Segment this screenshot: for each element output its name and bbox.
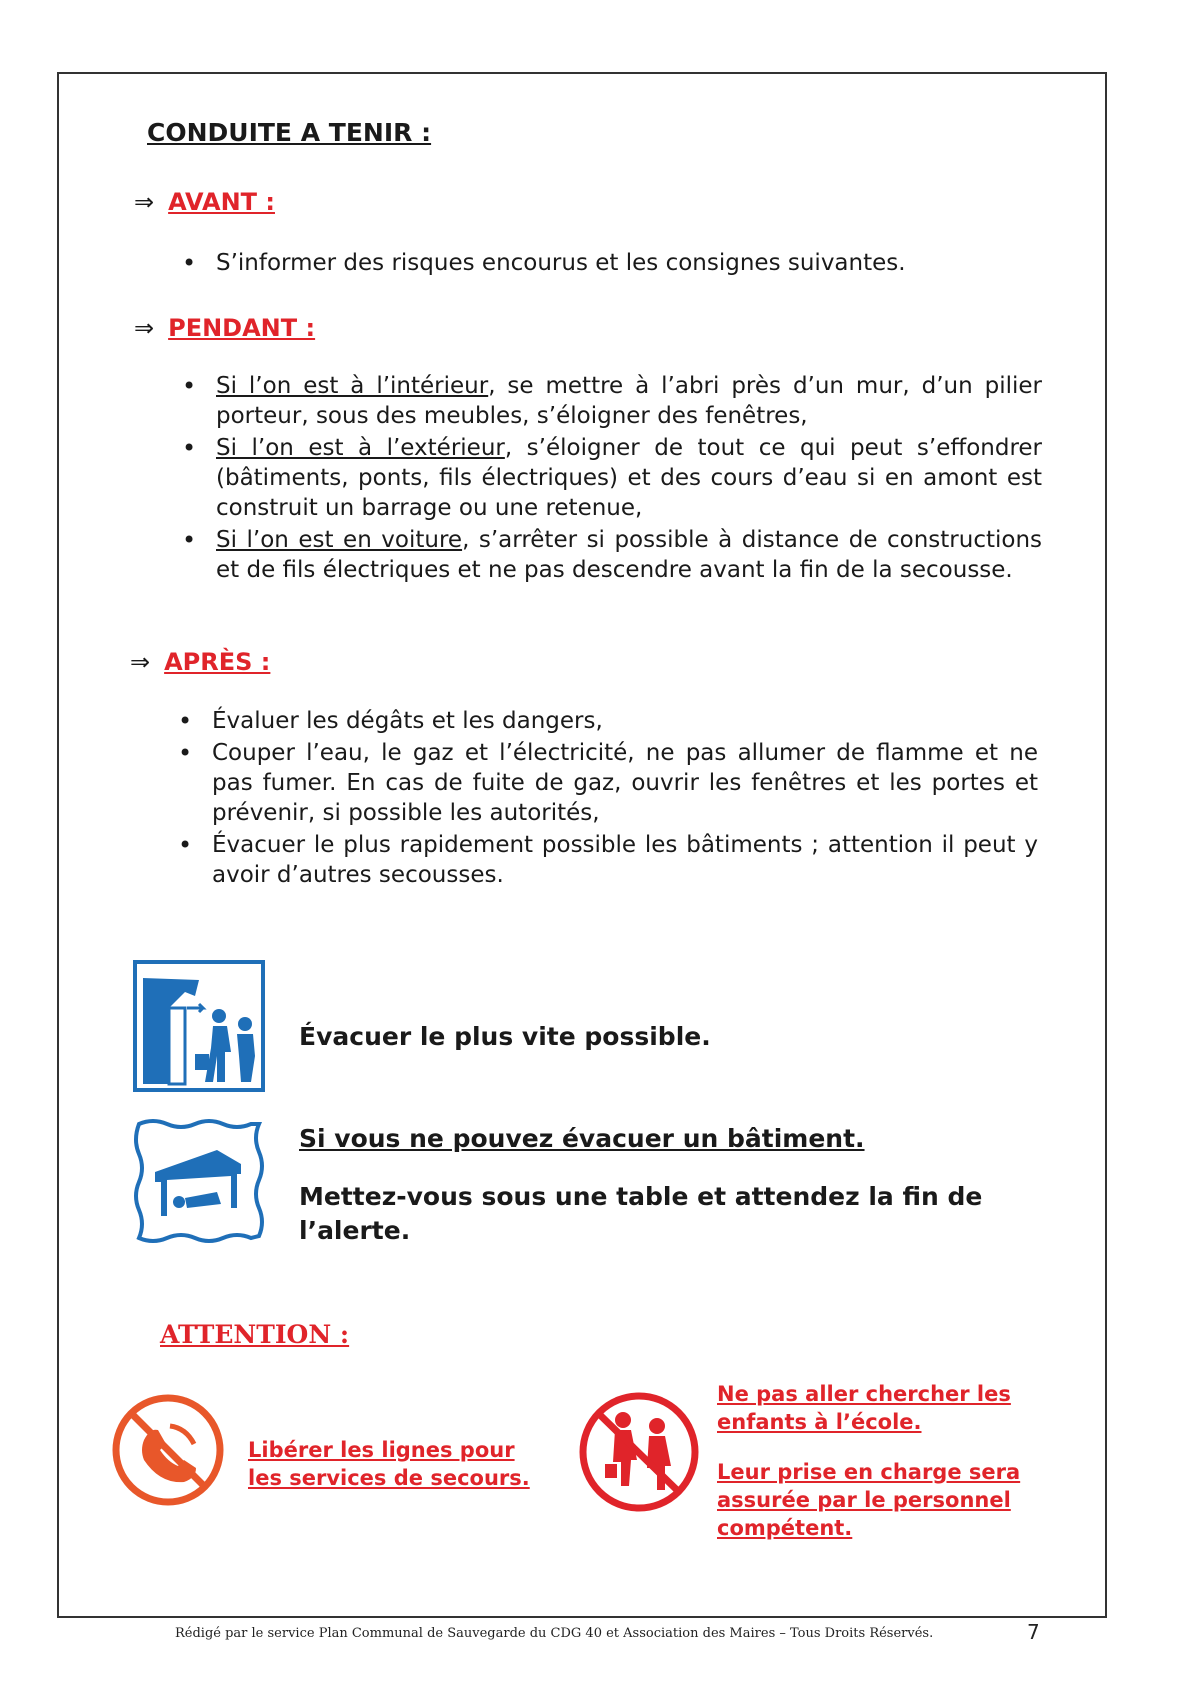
no-children-pickup-icon [577,1390,701,1514]
apres-list [178,706,1038,892]
children-text-1: Ne pas aller chercher les enfants à l’école. [717,1382,1011,1434]
no-phone-icon [110,1392,226,1508]
section-avant-heading: ⇒ AVANT : [134,188,275,216]
cannot-evacuate-body: Mettez-vous sous une table et attendez la fin de l’alerte. [299,1182,983,1245]
arrow-icon: ⇒ [134,188,155,216]
list-item: • Évaluer les dégâts et les dangers, [178,706,1038,736]
evacuate-text: Évacuer le plus vite possible. [299,1022,711,1051]
page-title: CONDUITE A TENIR : [147,118,432,147]
evacuate-building-icon [133,960,265,1092]
list-item: • Évacuer le plus rapidement possible les bâtiments ; attention il peut y avoir d’autres secousses. [178,830,1038,890]
page-number: 7 [1027,1620,1040,1644]
free-lines-text: Libérer les lignes pour les services de secours. [248,1438,530,1490]
list-item: • S’informer des risques encourus et les consignes suivantes. [182,248,982,278]
list-item: • Si l’on est à l’extérieur, s’éloigner de tout ce qui peut s’effondrer (bâtiments, ponts, fils électriques) et des cours d’eau si en amont est construit un barrage ou une retenue, [182,433,1042,523]
footer-credit: Rédigé par le service Plan Communal de Sauvegarde du CDG 40 et Association des Maires – Tous Droits Réservés. [175,1626,934,1641]
list-item: • Si l’on est à l’intérieur, se mettre à l’abri près d’un mur, d’un pilier porteur, sous des meubles, s’éloigner des fenêtres, [182,371,1042,431]
arrow-icon: ⇒ [130,648,151,676]
section-apres-heading: ⇒ APRÈS : [130,648,271,676]
pendant-list [182,371,1042,587]
shelter-under-table-icon [133,1116,265,1246]
list-item: • Si l’on est en voiture, s’arrêter si possible à distance de constructions et de fils électriques et ne pas descendre avant la fin de la secousse. [182,525,1042,585]
cannot-evacuate-title: Si vous ne pouvez évacuer un bâtiment. [299,1124,865,1153]
children-text-2: Leur prise en charge sera assurée par le personnel compétent. [717,1460,1021,1540]
avant-list [182,248,982,280]
section-pendant-heading: ⇒ PENDANT : [134,314,316,342]
arrow-icon: ⇒ [134,314,155,342]
attention-heading: ATTENTION : [160,1320,350,1349]
list-item: • Couper l’eau, le gaz et l’électricité, ne pas allumer de flamme et ne pas fumer. En cas de fuite de gaz, ouvrir les fenêtres et les portes et prévenir, si possible les autorités, [178,738,1038,828]
